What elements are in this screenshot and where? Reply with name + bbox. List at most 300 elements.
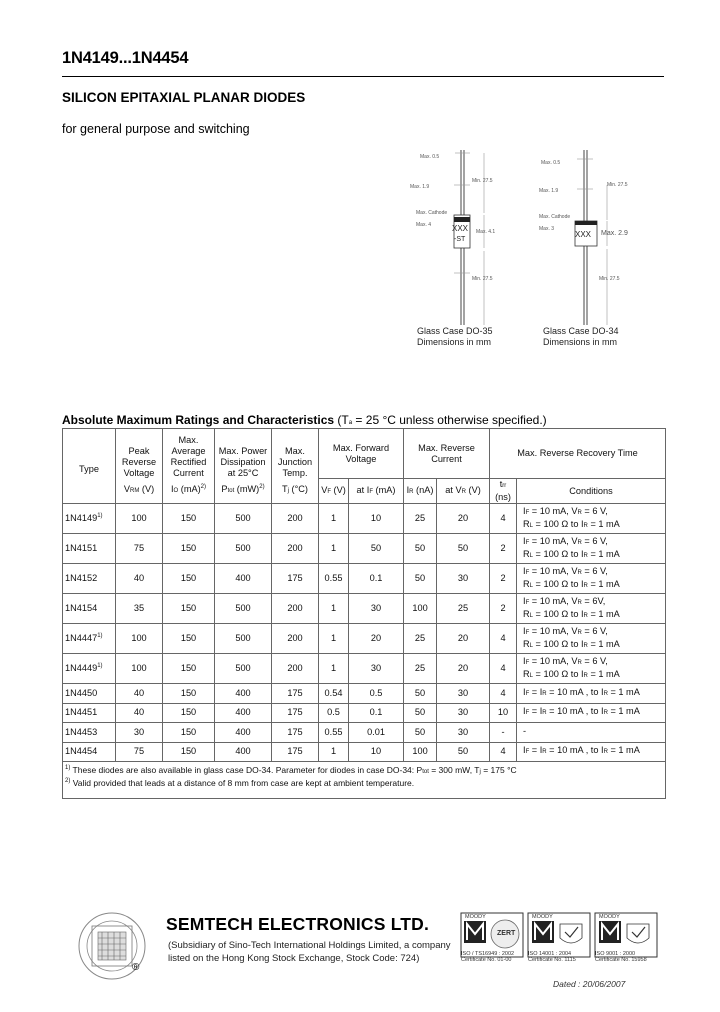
cond-cg: = 1 mA [607, 706, 640, 717]
cell-tj: 175 [272, 703, 319, 723]
cond-cb: F [525, 710, 530, 717]
cond-b: F [525, 539, 530, 546]
cell-ptot: 500 [215, 534, 272, 564]
cell-if: 10 [349, 504, 404, 534]
cell-if: 20 [349, 624, 404, 654]
cell-io: 150 [163, 564, 215, 594]
hdr-peak-3: Voltage [123, 467, 155, 478]
cond-cc: = I [529, 745, 543, 756]
unit-vrm-unit: (V) [139, 484, 155, 495]
table-row [63, 684, 666, 704]
certification-logos [460, 912, 666, 962]
cond-line-2 [523, 549, 664, 562]
cell-conditions [517, 684, 666, 704]
cell-ir: 50 [404, 534, 437, 564]
unit-vf [319, 479, 349, 504]
hdr-pow-2: Dissipation [220, 456, 266, 467]
unit-conditions-text: Conditions [569, 485, 613, 496]
table-row [63, 723, 666, 743]
cert1-caption: ISO / TS16949 : 2002 [461, 951, 515, 957]
do35-label-upper-lead: Min. 27.5 [472, 178, 493, 184]
footnote-1-sub2: j [479, 769, 481, 775]
cell-vf: 0.54 [319, 684, 349, 704]
unit-if-sub: F [369, 488, 373, 495]
unit-ptot-sub: tot [227, 488, 235, 495]
cond-f: R [523, 638, 530, 649]
cell-vrm: 75 [116, 742, 163, 762]
cell-ir: 25 [404, 624, 437, 654]
type-sup: 1) [97, 513, 103, 519]
cell-vr: 20 [437, 504, 490, 534]
cond-i: R [583, 522, 588, 529]
hdr-fwd-2: Voltage [345, 453, 377, 464]
table-row [63, 654, 666, 684]
unit-vr-unit: (V) [465, 484, 481, 495]
do35-drawing [408, 145, 518, 350]
do34-label-lower-lead: Min. 27.5 [599, 276, 620, 282]
cond-a: I [523, 505, 526, 516]
unit-ptot-unit: (mW) [234, 484, 260, 495]
cond-g: L [529, 612, 533, 619]
cond-a: I [523, 625, 526, 636]
cell-conditions [517, 564, 666, 594]
unit-trr-sym: t [499, 479, 503, 489]
table-row [63, 504, 666, 534]
cond-cd: R [542, 710, 547, 717]
cell-if: 50 [349, 534, 404, 564]
cell-ir: 25 [404, 504, 437, 534]
unit-vrm-sym: V [123, 484, 130, 495]
cell-type [63, 564, 116, 594]
semtech-logo-graphic [78, 910, 154, 986]
cell-tj: 200 [272, 534, 319, 564]
unit-ptot-sym: P [221, 484, 228, 495]
do34-label-cathode: Max. Cathode [539, 214, 571, 220]
hdr-tj-2: Junction [277, 456, 313, 467]
hdr-trr-text: Max. Reverse Recovery Time [517, 448, 638, 458]
hdr-trr [490, 429, 666, 479]
unit-tj-sym: T [282, 484, 288, 495]
cert3-caption: ISO 9001 : 2000 [595, 951, 636, 957]
hdr-tj [272, 429, 319, 479]
cond-g: L [529, 522, 533, 529]
cell-if: 10 [349, 742, 404, 762]
company-line-2: listed on the Hong Kong Stock Exchange, Stock Code: 724) [168, 953, 420, 964]
cond-e: = 6 V, [581, 655, 608, 666]
cell-trr: 10 [490, 703, 517, 723]
cond-i: R [583, 582, 588, 589]
company-name: SEMTECH ELECTRONICS LTD. [166, 914, 430, 934]
cell-vrm: 35 [116, 594, 163, 624]
cond-cb: F [525, 690, 530, 697]
cell-vrm: 30 [116, 723, 163, 743]
cell-conditions [517, 723, 666, 743]
footnotes [63, 762, 666, 799]
title-rule [62, 76, 664, 77]
cond-c: = 10 mA, V [529, 595, 578, 606]
cert2-caption2: Certificate No. 1115 [528, 957, 576, 963]
do35-label-lower-lead: Min. 27.5 [472, 276, 493, 282]
footnote-1-mark: 1) [65, 765, 71, 771]
cell-vr: 50 [437, 742, 490, 762]
cell-if: 30 [349, 654, 404, 684]
cell-trr: 4 [490, 684, 517, 704]
cond-cg: = 1 mA [607, 686, 640, 697]
cond-i: R [583, 612, 588, 619]
unit-vr-sub: R [461, 488, 466, 495]
cert1-caption2: Certificate No. 01-00 [461, 957, 512, 963]
purpose-text: for general purpose and switching [62, 122, 250, 136]
footnote-1-sub: tot [422, 769, 429, 775]
table-row [63, 742, 666, 762]
hdr-avg-1: Max. [178, 434, 199, 445]
cell-trr: 4 [490, 624, 517, 654]
unit-io [163, 479, 215, 504]
do35-mark: XXX [452, 224, 469, 233]
unit-vr [437, 479, 490, 504]
cell-io: 150 [163, 624, 215, 654]
hdr-type-text: Type [79, 463, 99, 474]
cell-tj: 200 [272, 654, 319, 684]
cell-trr: 2 [490, 534, 517, 564]
do34-label-body: Max. 3 [539, 226, 555, 232]
ratings-title-bold: Absolute Maximum Ratings and Characteristics [62, 413, 335, 427]
cell-type: 1N4450 [63, 684, 116, 704]
cell-conditions [517, 624, 666, 654]
cell-conditions [517, 742, 666, 762]
cond-h: = 100 Ω to I [533, 668, 584, 679]
do34-drawing [535, 145, 645, 350]
cell-ptot: 500 [215, 504, 272, 534]
type-text: 1N4151 [65, 543, 98, 553]
unit-ir-unit: (nA) [413, 484, 434, 495]
cell-io: 150 [163, 703, 215, 723]
table-row [63, 564, 666, 594]
cell-vrm: 40 [116, 564, 163, 594]
cond-a: I [523, 565, 526, 576]
do35-label-side: Max. 4.1 [476, 229, 496, 235]
hdr-rev-2: Current [431, 453, 462, 464]
cell-tj: 200 [272, 594, 319, 624]
cond-cg: = 1 mA [607, 745, 640, 756]
cond-a: I [523, 595, 526, 606]
cond-ca: I [523, 686, 526, 697]
cond-g: L [529, 552, 533, 559]
cond-d: R [577, 569, 582, 576]
hdr-fwd-1: Max. Forward [332, 442, 390, 453]
cell-ir: 50 [404, 684, 437, 704]
cond-h: = 100 Ω to I [533, 638, 584, 649]
cond-ca: - [523, 725, 527, 736]
cond-c: = 10 mA, V [529, 565, 578, 576]
unit-io-unit: (mA) [178, 484, 201, 495]
unit-tj-unit: (°C) [288, 484, 308, 495]
cell-type [63, 504, 116, 534]
unit-ir-sym: I [406, 484, 410, 495]
cell-ptot: 400 [215, 684, 272, 704]
type-text: 1N4154 [65, 603, 98, 613]
cell-ptot: 500 [215, 654, 272, 684]
hdr-reverse [404, 429, 490, 479]
hdr-pow-1: Max. Power [218, 445, 268, 456]
cell-if: 0.1 [349, 564, 404, 594]
footnote-1-b: = 300 mW, T [428, 765, 480, 775]
table-row [63, 703, 666, 723]
cond-h: = 100 Ω to I [533, 578, 584, 589]
document-subtitle: SILICON EPITAXIAL PLANAR DIODES [62, 90, 306, 105]
unit-if-unit: (mA) [373, 484, 396, 495]
cell-vr: 50 [437, 534, 490, 564]
unit-io-sym: I [170, 484, 174, 495]
cond-i: R [583, 552, 588, 559]
cell-io: 150 [163, 684, 215, 704]
cell-type: 1N4451 [63, 703, 116, 723]
cond-cf: R [603, 749, 608, 756]
ratings-title-pre: (T [334, 413, 349, 427]
dated-text: Dated : 20/06/2007 [553, 979, 626, 989]
cond-c: = 10 mA, V [529, 655, 578, 666]
cell-trr: 4 [490, 654, 517, 684]
table-row [63, 624, 666, 654]
cell-tj: 175 [272, 742, 319, 762]
cond-f: R [523, 518, 530, 529]
cell-vf: 1 [319, 654, 349, 684]
unit-vf-sub: F [327, 488, 331, 495]
cond-b: F [525, 569, 530, 576]
do35-diagram [408, 145, 518, 350]
do34-diagram [535, 145, 645, 350]
cond-cc: = I [529, 706, 543, 717]
cond-cf: R [603, 710, 608, 717]
cell-io: 150 [163, 654, 215, 684]
registered-mark: ® [132, 962, 140, 973]
cell-type: 1N4454 [63, 742, 116, 762]
cond-j: = 1 mA [587, 518, 620, 529]
cell-ir: 100 [404, 742, 437, 762]
do35-label-band: Max. 1.9 [410, 184, 430, 190]
footnote-2-text: Valid provided that leads at a distance of 8 mm from case are kept at ambient temperature. [70, 778, 415, 788]
hdr-type [63, 429, 116, 479]
unit-io-sup: 2) [200, 484, 207, 491]
cert2-top: MOODY [532, 914, 553, 920]
cond-d: R [577, 539, 582, 546]
cert1-zert: ZERT [497, 930, 516, 937]
do35-label-cathode: Max. Cathode [416, 210, 448, 216]
cell-vf: 1 [319, 742, 349, 762]
cond-i: R [583, 672, 588, 679]
cell-vr: 30 [437, 684, 490, 704]
cond-e: = 6 V, [581, 505, 608, 516]
cond-line-2 [523, 579, 664, 592]
cell-tj: 175 [272, 564, 319, 594]
cell-vrm: 100 [116, 654, 163, 684]
cond-d: R [577, 659, 582, 666]
cond-ce: = 10 mA , to I [546, 745, 604, 756]
do34-label-top: Max. 0.5 [541, 160, 561, 166]
cell-vf: 1 [319, 594, 349, 624]
cert2-caption: ISO 14001 : 2004 [528, 951, 572, 957]
cond-d: R [577, 599, 582, 606]
cond-cf: R [603, 690, 608, 697]
footnote-row [63, 762, 666, 799]
do35-label-top: Max. 0.5 [420, 154, 440, 160]
type-text: 1N4152 [65, 573, 98, 583]
header-row [63, 429, 666, 479]
cond-cd: R [542, 690, 547, 697]
unit-vrm-sub: RM [129, 488, 140, 495]
hdr-peak-1: Peak [128, 445, 150, 456]
do34-label-upper-lead: Min. 27.5 [607, 182, 628, 188]
cond-e: = 6 V, [581, 625, 608, 636]
cond-cb: F [525, 749, 530, 756]
unit-ir-sub: R [409, 488, 414, 495]
cond-g: L [529, 642, 533, 649]
cell-vf: 0.5 [319, 703, 349, 723]
cert1-top: MOODY [465, 914, 486, 920]
cond-j: = 1 mA [587, 638, 620, 649]
hdr-peak [116, 429, 163, 479]
cell-io: 150 [163, 504, 215, 534]
cond-ce: = 10 mA , to I [546, 686, 604, 697]
cert3-caption2: Certificate No. 15958 [595, 957, 647, 963]
hdr-tj-3: Temp. [282, 467, 308, 478]
cell-type [63, 654, 116, 684]
cell-tj: 200 [272, 624, 319, 654]
cell-trr: 4 [490, 742, 517, 762]
cell-vr: 20 [437, 654, 490, 684]
cell-ptot: 500 [215, 594, 272, 624]
cell-vf: 1 [319, 504, 349, 534]
cond-line-1 [523, 536, 664, 549]
cond-d: R [577, 509, 582, 516]
do35-caption [417, 326, 493, 348]
footnote-2-mark: 2) [65, 778, 71, 784]
cell-if: 0.5 [349, 684, 404, 704]
cell-conditions [517, 654, 666, 684]
table-row [63, 594, 666, 624]
cond-f: R [523, 548, 530, 559]
cell-if: 30 [349, 594, 404, 624]
ratings-table [62, 428, 666, 799]
unit-vf-sym: V [321, 484, 328, 495]
cond-h: = 100 Ω to I [533, 548, 584, 559]
cell-vrm: 100 [116, 504, 163, 534]
unit-conditions [517, 479, 666, 504]
cell-ptot: 400 [215, 742, 272, 762]
unit-trr [490, 479, 517, 504]
cell-ptot: 400 [215, 703, 272, 723]
cond-b: F [525, 509, 530, 516]
footnote-2 [65, 778, 663, 789]
cond-j: = 1 mA [587, 668, 620, 679]
company-line-1: (Subsidiary of Sino-Tech International Holdings Limited, a company [168, 940, 451, 951]
cond-c: = 10 mA, V [529, 535, 578, 546]
cond-line-1 [523, 506, 664, 519]
cell-type [63, 594, 116, 624]
cell-tj: 175 [272, 723, 319, 743]
cell-vf: 1 [319, 624, 349, 654]
unit-ptot [215, 479, 272, 504]
cond-line-2 [523, 639, 664, 652]
ratings-title [62, 413, 547, 427]
hdr-avg-3: Rectified [170, 456, 207, 467]
cell-trr: - [490, 723, 517, 743]
unit-tj [272, 479, 319, 504]
cell-ptot: 400 [215, 564, 272, 594]
cond-c: = 10 mA, V [529, 505, 578, 516]
cell-tj: 200 [272, 504, 319, 534]
cell-tj: 175 [272, 684, 319, 704]
cond-line-1 [523, 656, 664, 669]
hdr-avg-2: Average [171, 445, 206, 456]
cell-trr: 4 [490, 504, 517, 534]
cond-i: R [583, 642, 588, 649]
cell-vrm: 75 [116, 534, 163, 564]
cell-vrm: 40 [116, 684, 163, 704]
cond-h: = 100 Ω to I [533, 518, 584, 529]
unit-tj-sub: j [287, 488, 289, 495]
cell-ptot: 400 [215, 723, 272, 743]
footnote-1 [65, 765, 663, 778]
cond-d: R [577, 629, 582, 636]
cond-f: R [523, 608, 530, 619]
cell-ir: 50 [404, 564, 437, 594]
cond-line-1 [523, 626, 664, 639]
cond-a: I [523, 655, 526, 666]
cell-vf: 1 [319, 534, 349, 564]
type-sup: 1) [97, 663, 103, 669]
cond-f: R [523, 578, 530, 589]
cell-vrm: 40 [116, 703, 163, 723]
cond-ca: I [523, 706, 526, 717]
cond-e: = 6 V, [581, 535, 608, 546]
units-row [63, 479, 666, 504]
do34-mark: XXX [575, 230, 592, 239]
do35-caption-line2: Dimensions in mm [417, 337, 492, 347]
table-row [63, 534, 666, 564]
unit-vrm [116, 479, 163, 504]
type-text: 1N4449 [65, 663, 98, 673]
cond-c: = 10 mA, V [529, 625, 578, 636]
cell-io: 150 [163, 534, 215, 564]
unit-vr-sym: at V [445, 484, 462, 495]
type-text: 1N4447 [65, 633, 98, 643]
unit-ptot-sup: 2) [259, 484, 265, 491]
do35-mark2: -ST [454, 236, 466, 243]
hdr-power [215, 429, 272, 479]
hdr-pow-3: at 25°C [227, 467, 259, 478]
cond-j: = 1 mA [587, 548, 620, 559]
cert3-top: MOODY [599, 914, 620, 920]
cell-io: 150 [163, 742, 215, 762]
unit-if-sym: at I [356, 484, 370, 495]
hdr-rev-1: Max. Reverse [418, 442, 475, 453]
hdr-avg-4: Current [173, 467, 204, 478]
cell-vf: 0.55 [319, 564, 349, 594]
do35-label-body: Max. 4 [416, 222, 432, 228]
hdr-tj-1: Max. [285, 445, 305, 456]
cell-conditions [517, 534, 666, 564]
cond-line-2 [523, 669, 664, 682]
cond-b: F [525, 599, 530, 606]
cond-j: = 1 mA [587, 578, 620, 589]
cell-if: 0.1 [349, 703, 404, 723]
cell-vr: 30 [437, 564, 490, 594]
cond-line-1 [523, 596, 664, 609]
cell-conditions [517, 703, 666, 723]
document-title: 1N4149...1N4454 [62, 49, 189, 67]
cond-cd: R [542, 749, 547, 756]
